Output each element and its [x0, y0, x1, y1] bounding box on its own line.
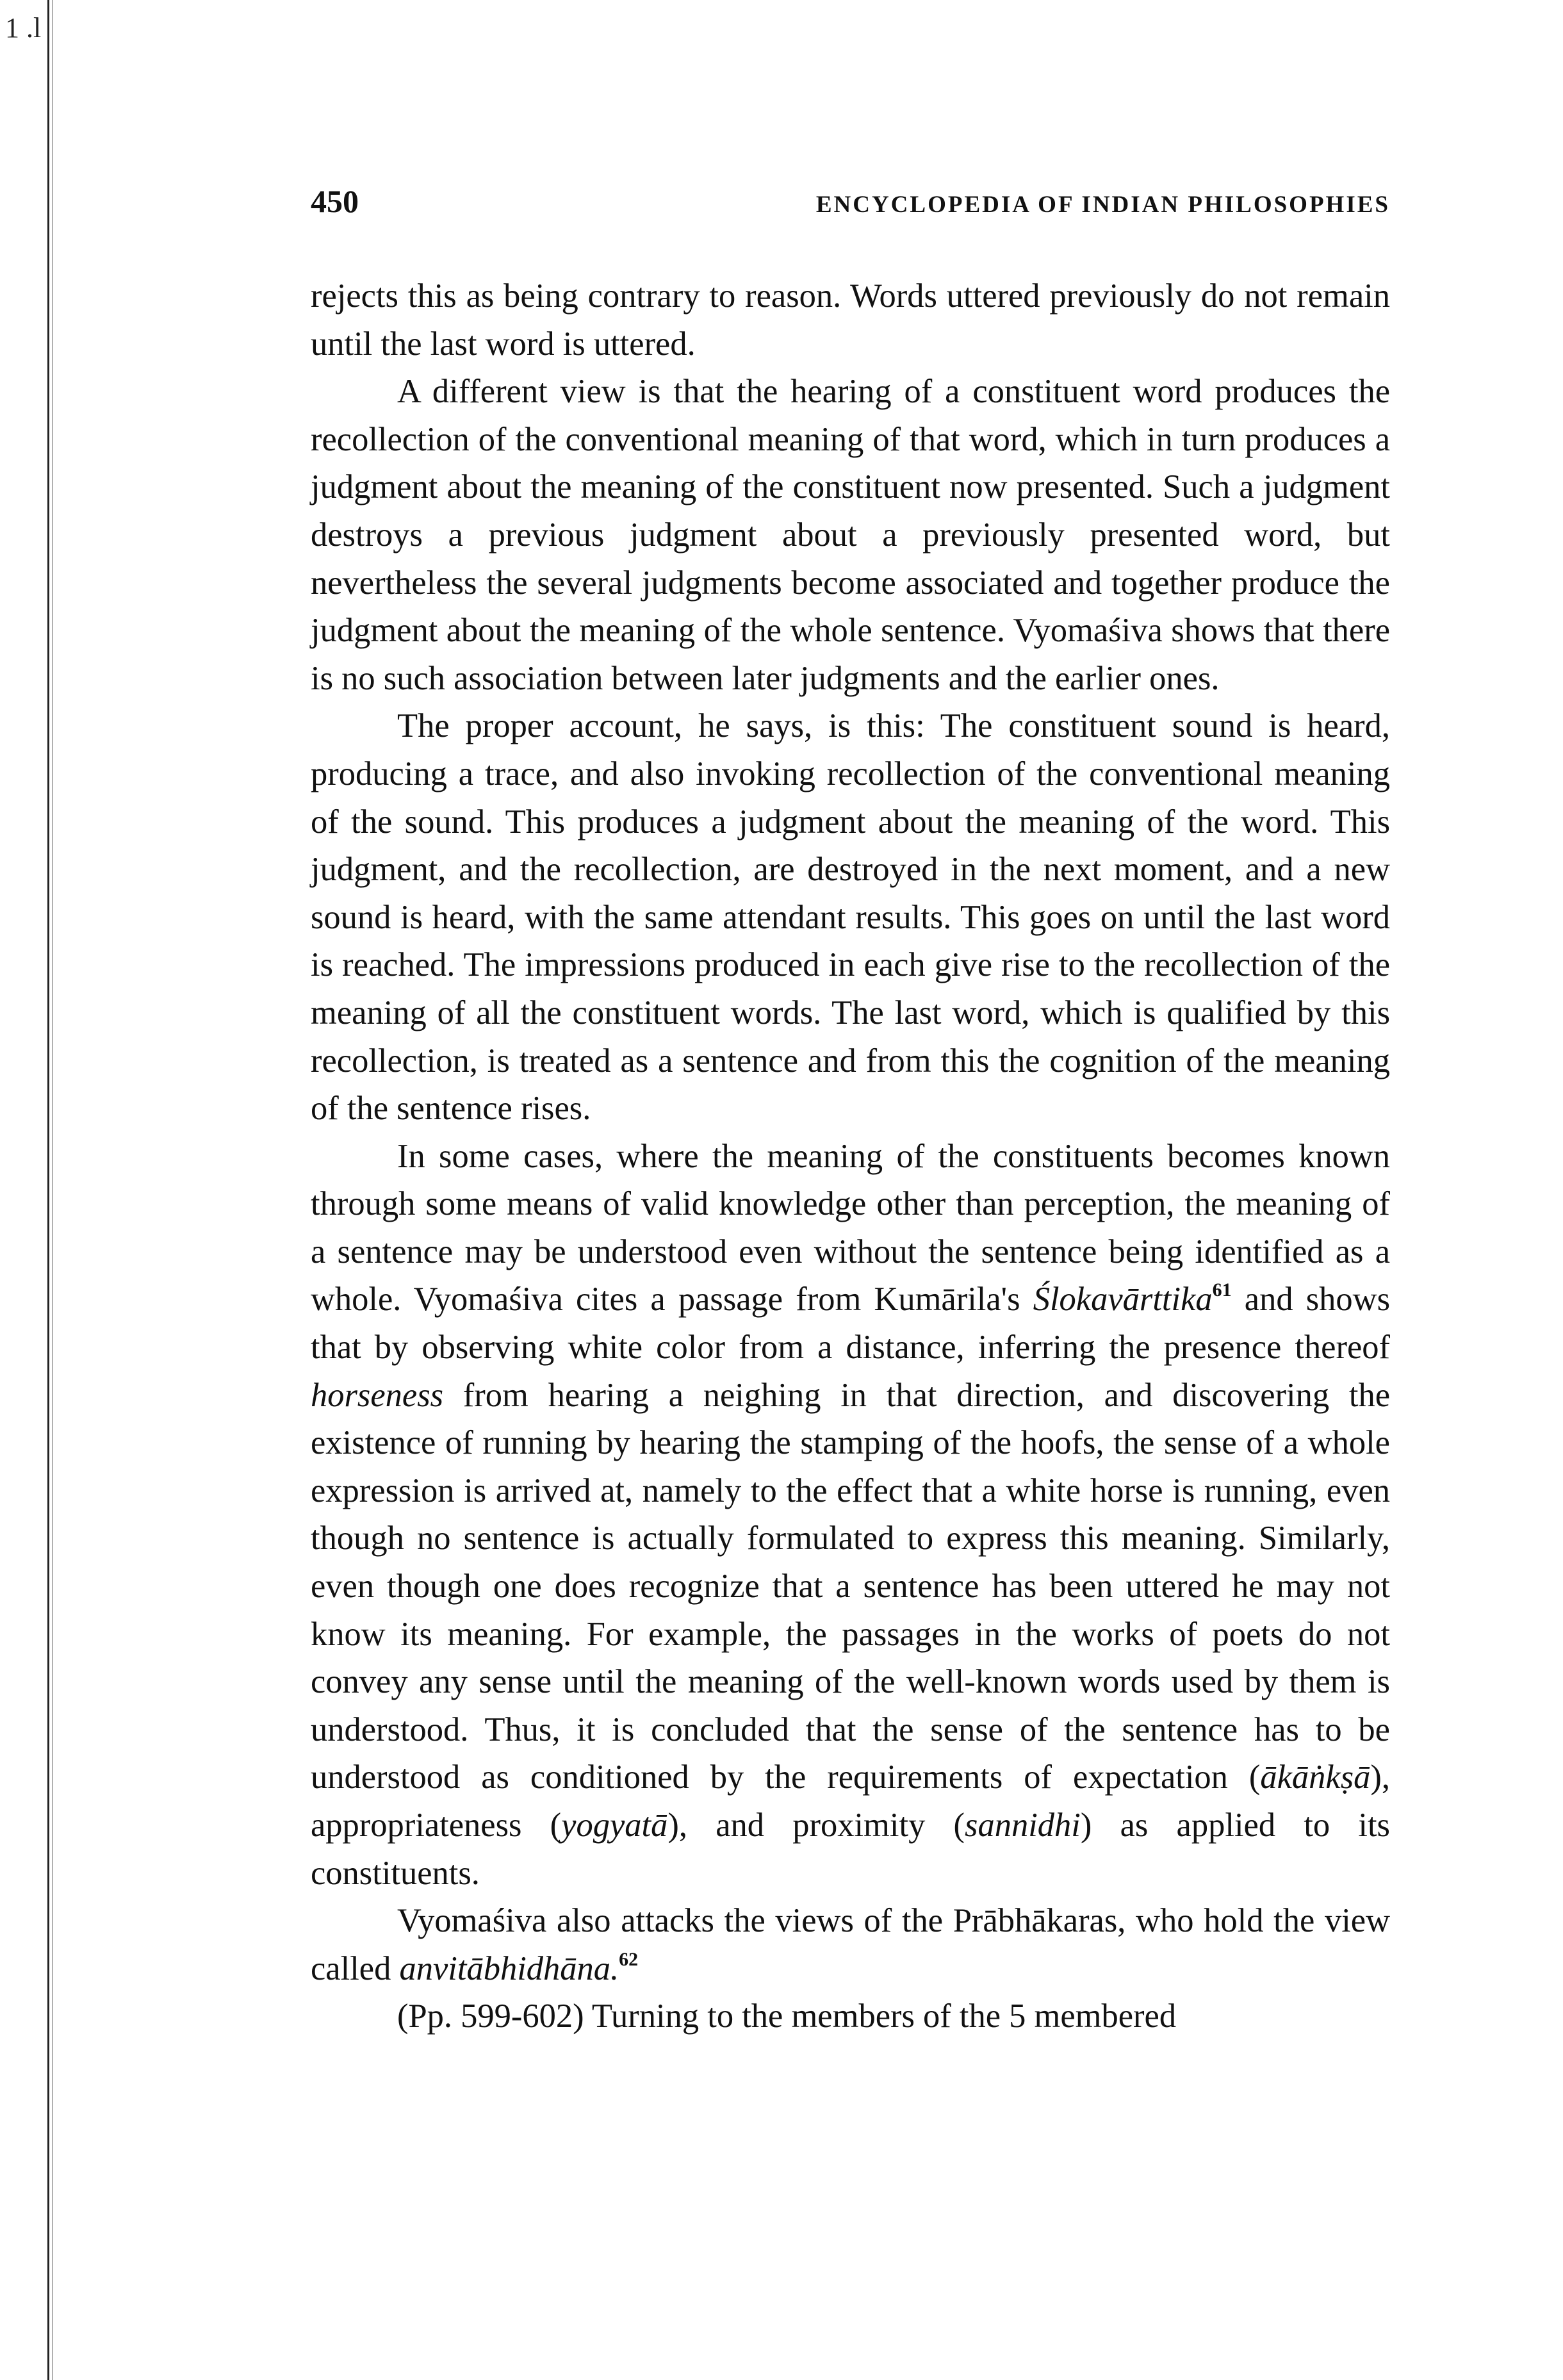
- paragraph: [311, 702, 1390, 1132]
- italic-term: anvitābhidhāna.: [399, 1949, 619, 1987]
- paragraph: [311, 1133, 1390, 1898]
- text-run: A different view is that the hearing of a constituent word produces the recollection of the conventional meaning of that word, which in turn produces a judgment about the meaning of the constituent now presented. Such a judgment destroys a previous judgment about a previously presented word, but nevertheless the several judgments become associated and together produce the judgment about the meaning of the whole sentence. Vyomaśiva shows that there is no such association between later judgments and the earlier ones.: [311, 373, 1390, 697]
- running-title: ENCYCLOPEDIA OF INDIAN PHILOSOPHIES: [815, 192, 1390, 218]
- italic-term: horseness: [311, 1376, 444, 1414]
- italic-term: yogyatā: [561, 1807, 668, 1844]
- text-run: rejects this as being contrary to reason. Words uttered previously do not remain until the last word is uttered.: [311, 277, 1390, 363]
- body-text: [311, 272, 1390, 2040]
- text-run: from hearing a neighing in that direction, and discovering the existence of running by hearing the stamping of the hoofs, the sense of a whole expression is arrived at, namely to the effect that a white horse is running, even though no sentence is actually formulated to express this meaning. Similarly, even though one does recognize that a sentence has been uttered he may not know its meaning. For example, the passages in the works of poets do not convey any sense until the meaning of the well-known words used by them is understood. Thus, it is concluded that the sense of the sentence has to be understood as conditioned by the requirements of expectation (: [311, 1376, 1390, 1796]
- text-run: ), and proximity (: [667, 1807, 965, 1844]
- paragraph: [311, 368, 1390, 702]
- italic-term: sannidhi: [965, 1807, 1081, 1844]
- text-run: ), appropriateness (: [311, 1759, 1390, 1844]
- paragraph: [311, 1897, 1390, 1992]
- binding-edge-line: [47, 0, 49, 2380]
- text-run: Vyomaśiva also attacks the views of the Prābhākaras, who hold the view called: [311, 1902, 1390, 1987]
- text-run: and shows that by observing white color from a distance, inferring the presence thereof: [311, 1281, 1391, 1366]
- text-run: (Pp. 599-602) Turning to the members of the 5 membered: [397, 1998, 1177, 2035]
- footnote-reference: 61: [1212, 1279, 1232, 1301]
- paragraph: [311, 1992, 1390, 2040]
- page-number: 450: [311, 183, 359, 219]
- footnote-reference: 62: [619, 1948, 639, 1970]
- running-head: [311, 183, 1390, 234]
- italic-term: Ślokavārttika: [1033, 1281, 1213, 1318]
- italic-term: ākāṅkṣā: [1260, 1759, 1371, 1796]
- text-run: The proper account, he says, is this: The constituent sound is heard, producing a trace, and also invoking recollection of the conventional meaning of the sound. This produces a judgment about the meaning of the word. This judgment, and the recollection, are destroyed in the next moment, and a new sound is heard, with the same attendant results. This goes on until the last word is reached. The impressions produced in each give rise to the recollection of the meaning of all the constituent words. The last word, which is qualified by this recollection, is treated as a sentence and from this the cognition of the meaning of the sentence rises.: [311, 707, 1390, 1128]
- book-page: [311, 183, 1390, 2040]
- text-run: In some cases, where the meaning of the constituents becomes known through some means of valid knowledge other than perception, the meaning of a sentence may be understood even without the sentence being identified as a whole. Vyomaśiva cites a passage from Kumārila's: [311, 1137, 1390, 1318]
- text-run: ) as applied to its constituents.: [311, 1807, 1390, 1892]
- corner-scan-mark: 1 .l: [5, 12, 42, 44]
- paragraph: [311, 272, 1390, 368]
